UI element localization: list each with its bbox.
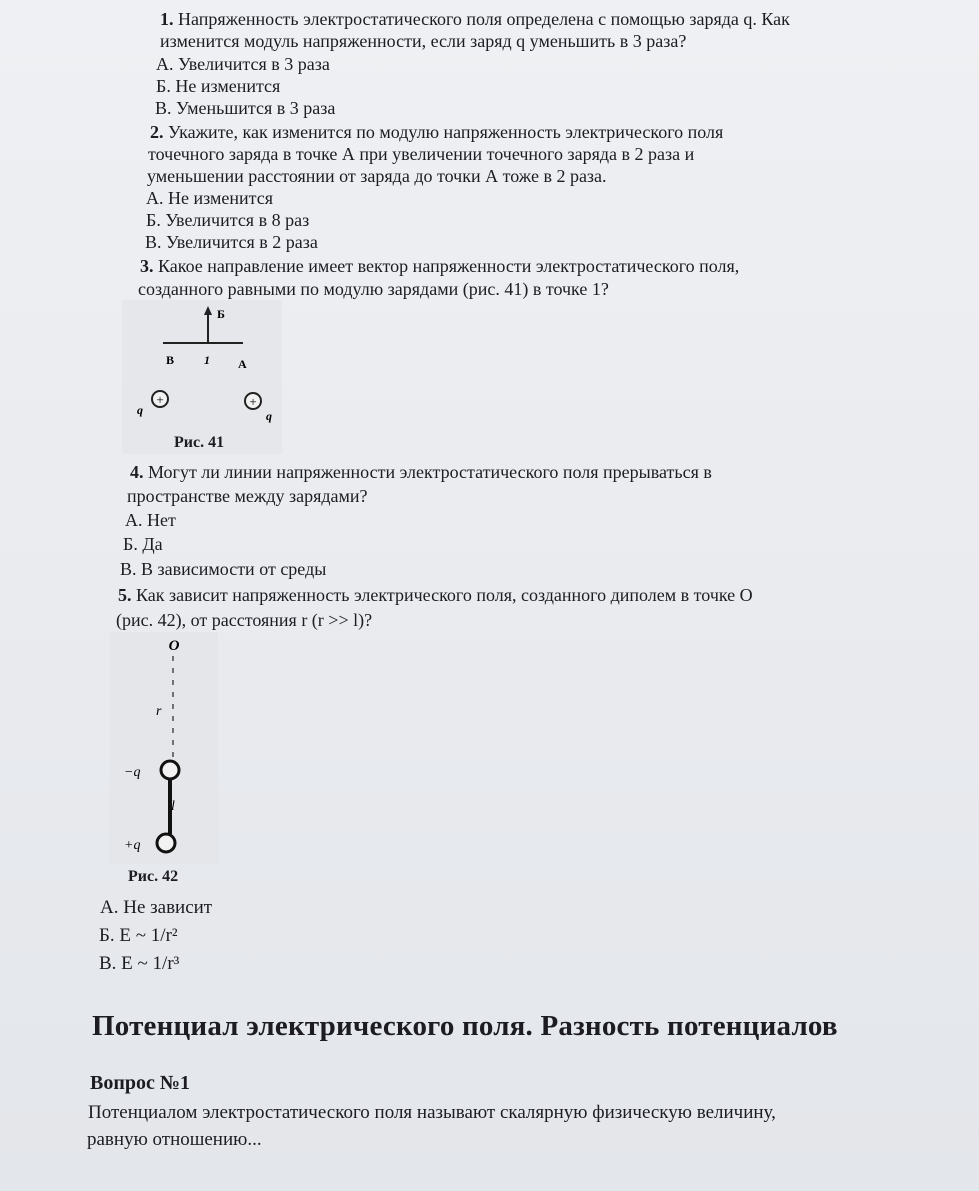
q2-answer-v: В. Увеличится в 2 раза <box>145 232 318 252</box>
fig41-charge-right-sign: + <box>249 394 257 409</box>
section-heading: Потенциал электрического поля. Разность потенциалов <box>92 1010 838 1042</box>
q1-number: 1. <box>160 9 174 29</box>
fig41-charge-left-sign: + <box>156 392 164 407</box>
fig41-label-q-right: q <box>266 409 272 423</box>
q4-answer-a: А. Нет <box>125 510 176 530</box>
fig41-label-a: А <box>238 357 247 371</box>
q1-answer-a: А. Увеличится в 3 раза <box>156 54 330 74</box>
q4-answer-b: Б. Да <box>123 534 163 554</box>
figure-42-background <box>110 632 218 864</box>
fig42-label-o: O <box>168 638 180 654</box>
q3-line-1 <box>140 255 739 277</box>
q1-text-1: Напряженность электростатического поля определена с помощью заряда q. Как <box>178 9 790 29</box>
q4-number: 4. <box>130 462 144 482</box>
fig42-positive-charge-icon <box>157 834 175 852</box>
q3-line-2: созданного равными по модулю зарядами (рис. 41) в точке 1? <box>138 279 609 299</box>
q5-number: 5. <box>118 585 132 605</box>
q5-answer-v: В. E ~ 1/r³ <box>99 953 180 974</box>
fig42-label-r: r <box>156 704 162 719</box>
q1-answer-b: Б. Не изменится <box>156 76 281 96</box>
fig42-label-minus-q: −q <box>124 765 141 780</box>
q4-line-1 <box>130 461 712 483</box>
q3-text-1: Какое направление имеет вектор напряженности электростатического поля, <box>158 256 740 276</box>
q4-line-2: пространстве между зарядами? <box>127 486 368 506</box>
figure-41-background <box>122 300 282 454</box>
q2-answer-a: А. Не изменится <box>146 188 273 208</box>
q2-answer-b: Б. Увеличится в 8 раз <box>146 210 310 230</box>
q2-line-1 <box>150 121 723 143</box>
q4-answer-v: В. В зависимости от среды <box>120 559 327 579</box>
q4-text-1: Могут ли линии напряженности электростатического поля прерываться в <box>148 462 712 482</box>
fig42-negative-charge-icon <box>161 761 179 779</box>
fig41-caption: Рис. 41 <box>174 434 225 451</box>
question-title: Вопрос №1 <box>90 1072 190 1094</box>
q1-line-2: изменится модуль напряженности, если заряд q уменьшить в 3 раза? <box>160 31 687 51</box>
fig42-label-plus-q: +q <box>124 838 141 853</box>
q5-text-1: Как зависит напряженность электрического поля, созданного диполем в точке О <box>136 585 753 605</box>
section-text-2: равную отношению... <box>87 1129 262 1150</box>
q1-answer-v: В. Уменьшится в 3 раза <box>155 98 336 118</box>
q3-number: 3. <box>140 256 154 276</box>
q1-line-1 <box>160 8 790 30</box>
fig42-caption: Рис. 42 <box>128 868 179 885</box>
fig41-label-b: Б <box>217 307 225 321</box>
q2-line-3: уменьшении расстоянии от заряда до точки А тоже в 2 раза. <box>147 166 607 186</box>
fig41-label-v: В <box>166 353 175 367</box>
q2-line-2: точечного заряда в точке А при увеличении точечного заряда в 2 раза и <box>148 144 695 164</box>
fig42-label-l: l <box>171 799 175 814</box>
q2-number: 2. <box>150 122 164 142</box>
q5-answer-a: А. Не зависит <box>100 897 213 918</box>
fig41-label-point: 1 <box>204 353 210 367</box>
figure-42 <box>108 630 220 868</box>
fig41-label-q-left: q <box>137 403 143 417</box>
section-text-1: Потенциалом электростатического поля называют скалярную физическую величину, <box>88 1102 776 1123</box>
q5-line-1 <box>118 584 753 606</box>
q5-answer-b: Б. E ~ 1/r² <box>99 925 178 946</box>
q5-line-2: (рис. 42), от расстояния r (r >> l)? <box>116 610 373 630</box>
q2-text-1: Укажите, как изменится по модулю напряженность электрического поля <box>168 122 724 142</box>
